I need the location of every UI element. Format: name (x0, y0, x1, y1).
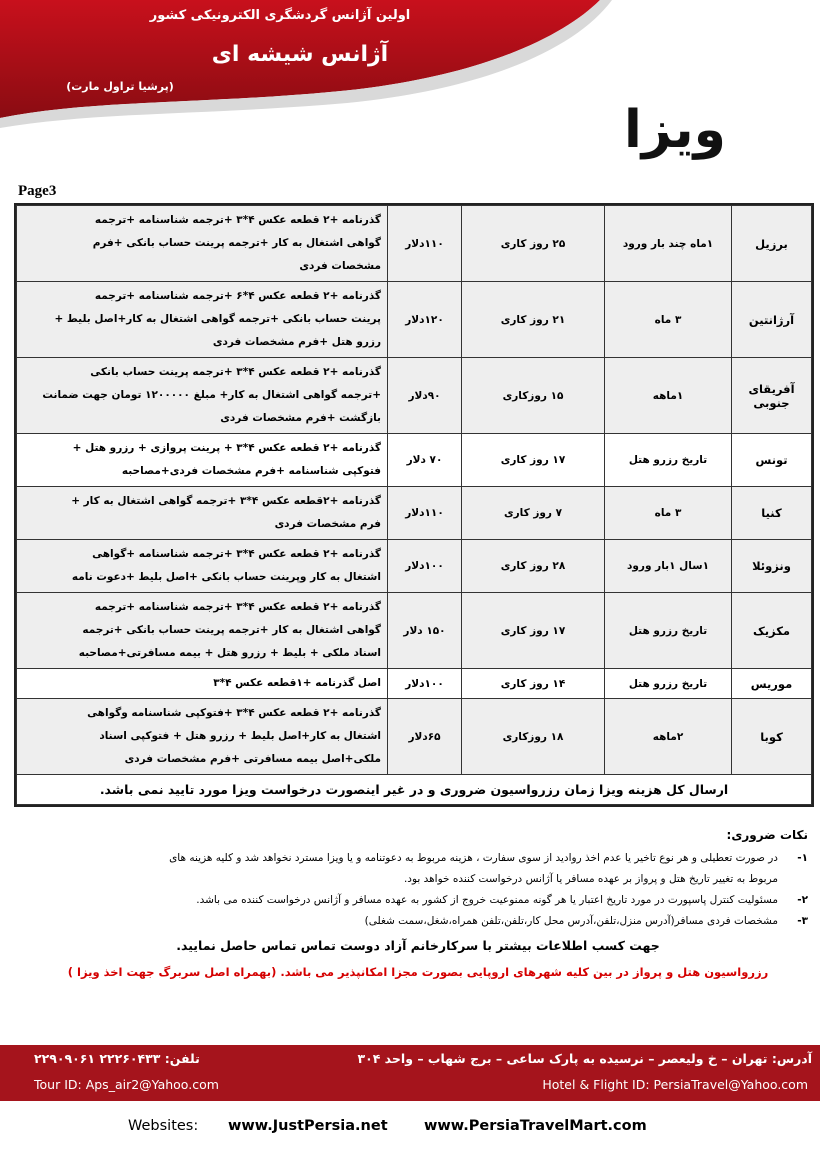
documents-line: گذرنامه +۲ قطعه عکس ۴*۳ +فتوکپی شناسنامه وگواهی (87, 707, 381, 719)
note-item (28, 848, 808, 869)
price-cell: ۹۰دلار (388, 358, 462, 434)
table-row (17, 282, 812, 358)
country-cell: موریس (732, 669, 812, 699)
duration-cell: ۲۱ روز کاری (462, 282, 605, 358)
agency-name: آژانس شیشه ای (211, 42, 389, 67)
validity-cell: تاریخ رزرو هتل (605, 593, 732, 669)
price-cell: ۷۰ دلار (388, 434, 462, 487)
table-row (17, 358, 812, 434)
note-item (28, 911, 808, 932)
country-cell: آرژانتین (732, 282, 812, 358)
documents-line: +ترجمه گواهی اشتغال به کار+ مبلغ ۱۲۰۰۰۰۰ تومان جهت ضمانت (42, 389, 381, 401)
page-header (0, 0, 820, 170)
documents-cell (17, 669, 388, 699)
documents-line: اسناد ملکی + بلیط + رزرو هتل + بیمه مسافرتی+مصاحبه (78, 647, 381, 659)
documents-line: اصل گذرنامه +۱قطعه عکس ۴*۳ (213, 677, 381, 689)
validity-cell: تاریخ رزرو هتل (605, 434, 732, 487)
documents-cell (17, 206, 388, 282)
agency-tagline: اولین آژانس گردشگری الکترونیکی کشور (149, 8, 411, 23)
note-item (28, 869, 808, 890)
duration-cell: ۱۸ روزکاری (462, 699, 605, 775)
documents-line: گذرنامه +۲ قطعه عکس ۴*۳ +ترجمه پرینت حساب بانکی (90, 366, 381, 378)
price-cell: ۱۱۰دلار (388, 206, 462, 282)
duration-cell: ۱۷ روز کاری (462, 593, 605, 669)
documents-line: گواهی اشتغال به کار +ترجمه پرینت حساب بانکی +فرم (92, 237, 381, 249)
validity-cell: ۳ ماه (605, 487, 732, 540)
validity-cell: ۱ماهه (605, 358, 732, 434)
price-cell: ۱۵۰ دلار (388, 593, 462, 669)
documents-line: گذرنامه +۲قطعه عکس ۴*۳ +ترجمه گواهی اشتغال به کار + (71, 495, 381, 507)
documents-line: گواهی اشتغال به کار +ترجمه پرینت حساب بانکی +ترجمه (82, 624, 381, 636)
documents-line: گذرنامه +۲ قطعه عکس ۴*۳ + پرینت پروازی + رزرو هتل + (72, 442, 381, 454)
documents-cell (17, 358, 388, 434)
documents-line: مشخصات فردی (299, 260, 381, 272)
documents-cell (17, 434, 388, 487)
table-row (17, 699, 812, 775)
notes-title: نکات ضروری: (726, 828, 808, 842)
footer-address: آدرس: تهران – خ ولیعصر – نرسیده به پارک ساعی – برج شهاب – واحد ۳۰۴ (357, 1051, 812, 1066)
documents-line: اشتغال به کار+اصل بلیط + رزرو هتل + فتوکپی اسناد (99, 730, 381, 742)
notes-list (28, 848, 808, 932)
validity-cell: ۳ ماه (605, 282, 732, 358)
note-text: مشخصات فردی مسافر(آدرس منزل،تلفن،آدرس محل کار،تلفن،تلفن همراه،شغل،سمت شغلی) (364, 915, 778, 927)
documents-cell (17, 487, 388, 540)
price-cell: ۱۰۰دلار (388, 669, 462, 699)
country-cell: کنیا (732, 487, 812, 540)
note-text: مسئولیت کنترل پاسپورت در مورد تاریخ اعتبار یا هر گونه ممنوعیت خروج از کشور به عهده مسافر و آژانس درخواست کننده می باشد. (196, 894, 778, 906)
documents-line: گذرنامه +۲ قطعه عکس ۴*۳ +ترجمه شناسنامه +ترجمه (94, 601, 381, 613)
notes-section (28, 828, 808, 979)
table-row (17, 540, 812, 593)
duration-cell: ۲۵ روز کاری (462, 206, 605, 282)
note-number (778, 869, 808, 890)
documents-line: گذرنامه +۲ قطعه عکس ۴*۳ +ترجمه شناسنامه +گواهی (92, 548, 381, 560)
country-cell: برزیل (732, 206, 812, 282)
hotel-reservation-note: رزرواسیون هتل و پرواز در بین کلیه شهرهای اروپایی بصورت مجزا امکانپذیر می باشد. (بهمراه اصل سربرگ جهت اخذ ویزا ) (67, 965, 769, 979)
documents-cell (17, 540, 388, 593)
duration-cell: ۱۷ روز کاری (462, 434, 605, 487)
validity-cell: ۱سال ۱بار ورود (605, 540, 732, 593)
documents-line: رزرو هتل +فرم مشخصات فردی (212, 336, 381, 348)
duration-cell: ۱۴ روز کاری (462, 669, 605, 699)
website-link-1[interactable]: www.JustPersia.net (228, 1118, 388, 1134)
price-cell: ۱۰۰دلار (388, 540, 462, 593)
note-number: ۱- (797, 852, 808, 864)
documents-line: گذرنامه +۲ قطعه عکس ۴*۳ +ترجمه شناسنامه +ترجمه (94, 214, 381, 226)
documents-line: گذرنامه +۲ قطعه عکس ۴*۶ +ترجمه شناسنامه +ترجمه (94, 290, 381, 302)
agency-subtitle: (پرشیا تراول مارت) (66, 80, 174, 93)
documents-cell (17, 282, 388, 358)
note-number: ۲- (797, 894, 808, 906)
documents-cell (17, 699, 388, 775)
validity-cell: ۱ماه چند بار ورود (605, 206, 732, 282)
table-row (17, 206, 812, 282)
duration-cell: ۱۵ روزکاری (462, 358, 605, 434)
documents-line: فتوکپی شناسنامه +فرم مشخصات فردی+مصاحبه (121, 465, 381, 477)
table-row (17, 593, 812, 669)
contact-line: جهت کسب اطلاعات بیشتر با سرکارخانم آزاد دوست تماس تماس حاصل نمایید. (176, 938, 660, 953)
table-row (17, 434, 812, 487)
page-number-label: Page3 (18, 183, 57, 199)
price-cell: ۱۲۰دلار (388, 282, 462, 358)
websites-label: Websites: (128, 1118, 199, 1134)
table-footer-note: ارسال کل هزینه ویزا زمان رزرواسیون ضروری و در غیر اینصورت درخواست ویزا مورد تایید نمی باشد. (17, 775, 812, 805)
country-cell: کوبا (732, 699, 812, 775)
note-item (28, 890, 808, 911)
documents-line: اشتغال به کار وپرینت حساب بانکی +اصل بلیط +دعوت نامه (71, 571, 381, 583)
website-link-2[interactable]: www.PersiaTravelMart.com (424, 1118, 647, 1134)
validity-cell: ۲ماهه (605, 699, 732, 775)
documents-line: ملکی+اصل بیمه مسافرتی +فرم مشخصات فردی (124, 753, 381, 765)
duration-cell: ۲۸ روز کاری (462, 540, 605, 593)
country-cell: ونزوئلا (732, 540, 812, 593)
documents-line: بازگشت +فرم مشخصات فردی (220, 412, 381, 424)
documents-line: پرینت حساب بانکی +ترجمه گواهی اشتغال به کار+اصل بلیط + (54, 313, 381, 325)
note-text: مربوط به تغییر تاریخ هتل و پرواز بر عهده مسافر یا آژانس درخواست کننده خواهد بود. (403, 873, 778, 885)
note-text: در صورت تعطیلی و هر نوع تاخیر یا عدم اخذ روادید از سوی سفارت ، هزینه مربوط به دعوتنامه و یا ویزا مسترد نخواهد شد و کلیه هزینه های (169, 852, 778, 864)
websites-line (128, 1118, 728, 1134)
footer-phone: تلفن: ۲۲۲۶۰۴۳۳ ۲۲۹۰۹۰۶۱ (34, 1051, 200, 1066)
footer-bar (0, 1045, 820, 1101)
footer-hotel-id[interactable]: Hotel & Flight ID: PersiaTravel@Yahoo.com (542, 1077, 808, 1092)
duration-cell: ۷ روز کاری (462, 487, 605, 540)
page-title: ویزا (623, 100, 727, 160)
country-cell: آفریقای جنوبی (732, 358, 812, 434)
table-row (17, 669, 812, 699)
price-cell: ۶۵دلار (388, 699, 462, 775)
price-cell: ۱۱۰دلار (388, 487, 462, 540)
documents-cell (17, 593, 388, 669)
note-number: ۳- (797, 915, 808, 927)
validity-cell: تاریخ رزرو هتل (605, 669, 732, 699)
table-row (17, 487, 812, 540)
country-cell: تونس (732, 434, 812, 487)
country-cell: مکزیک (732, 593, 812, 669)
visa-table (14, 203, 814, 807)
documents-line: فرم مشخصات فردی (274, 518, 381, 530)
footer-tour-id[interactable]: Tour ID: Aps_air2@Yahoo.com (34, 1077, 219, 1092)
table-footer-note-row (17, 775, 812, 805)
